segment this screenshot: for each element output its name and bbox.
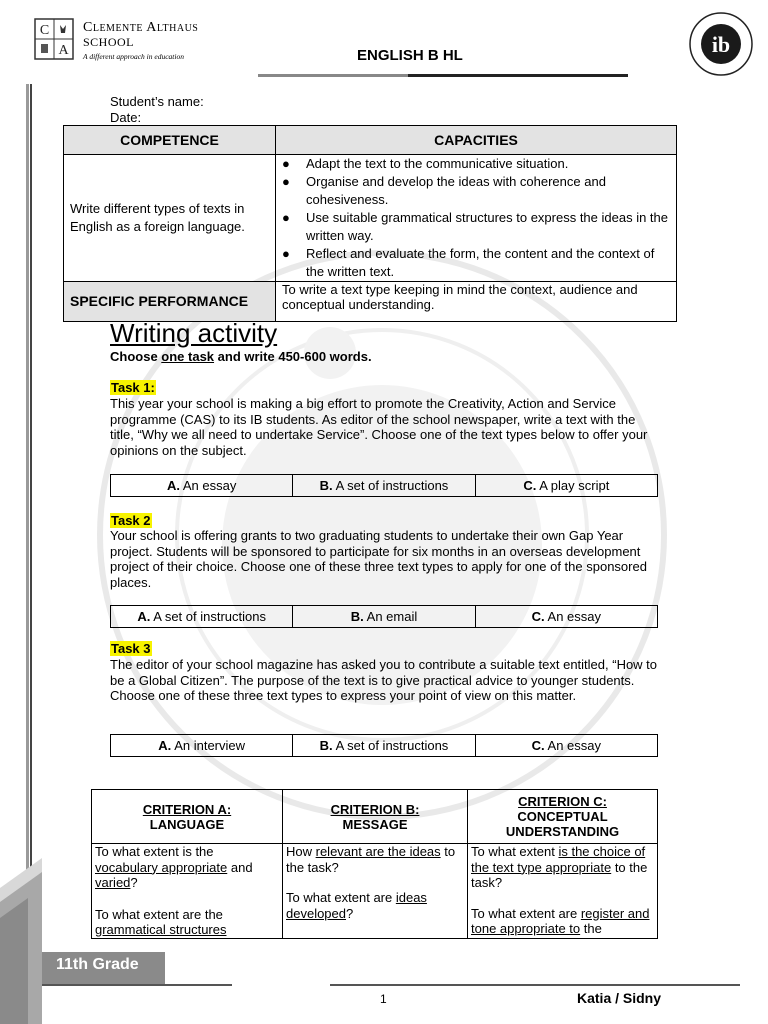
task-1-option-c	[475, 475, 657, 497]
specific-performance-text: To write a text type keeping in mind the context, audience and conceptual understanding.	[276, 282, 677, 322]
capacity-item: ● Use suitable grammatical structures to express the ideas in the written way.	[306, 209, 676, 245]
left-margin-rule-dark	[30, 84, 32, 954]
capacity-item: ● Adapt the text to the communicative situation.	[306, 155, 676, 173]
specific-performance-row	[64, 282, 677, 322]
task-3-label: Task 3	[111, 641, 151, 656]
q-emphasis: varied	[95, 875, 131, 890]
competence-header-row	[64, 126, 677, 155]
criterion-c-subtitle: CONCEPTUAL UNDERSTANDING	[505, 809, 620, 839]
student-name-label: Student’s name:	[110, 94, 204, 109]
task-1-option-a	[111, 475, 293, 497]
criterion-b-question-2	[286, 890, 464, 921]
option-letter: B.	[319, 478, 333, 493]
q-text: To what extent are	[286, 890, 396, 905]
criteria-table	[91, 789, 658, 939]
left-margin-rule	[26, 84, 29, 954]
task-1-options	[110, 474, 658, 497]
option-letter: C.	[531, 609, 545, 624]
q-text: To what extent	[471, 844, 559, 859]
competence-table	[63, 125, 677, 322]
criteria-header-row	[92, 790, 658, 844]
option-letter: B.	[350, 609, 364, 624]
writing-activity-title: Writing activity	[110, 318, 278, 348]
option-letter: A.	[158, 738, 172, 753]
task-2-options	[110, 605, 658, 628]
q-emphasis: relevant are the ideas	[315, 844, 441, 859]
competence-body-row	[64, 155, 677, 282]
criterion-c-questions	[468, 844, 658, 939]
task-3-options	[110, 734, 658, 757]
criterion-a-question-1	[95, 844, 279, 891]
option-text: An essay	[182, 478, 237, 493]
task-1-text: This year your school is making a big effort to promote the Creativity, Action and Service programme (CAS) to its IB students. As editor of the school newspaper, write a text with the title, “Why we all need to undertake Service”. Choose one of the text types below to offer your opinions on the subject.	[110, 396, 648, 458]
q-text: to the task?	[471, 859, 648, 890]
capacities-list	[276, 155, 676, 281]
q-emphasis: vocabulary appropriate	[95, 859, 228, 875]
date-label: Date:	[110, 110, 142, 125]
competence-header: COMPETENCE	[64, 126, 276, 155]
q-text: To what extent is the	[95, 844, 214, 859]
school-name-line2: SCHOOL	[83, 35, 135, 49]
ib-logo-text: ib	[711, 32, 731, 57]
q-emphasis: register and tone appropriate to	[471, 905, 650, 936]
choose-underlined: one task	[161, 349, 215, 364]
q-text: How	[286, 844, 316, 859]
option-text: A set of instructions	[335, 478, 449, 493]
option-letter: C.	[523, 478, 537, 493]
choose-prefix: Choose	[110, 349, 162, 364]
criterion-c-question-2	[471, 906, 654, 937]
authors: Katia / Sidny	[577, 990, 662, 1006]
footer-rule-right	[330, 984, 740, 986]
criterion-b-questions	[283, 844, 468, 939]
criterion-a-subtitle: LANGUAGE	[149, 816, 225, 832]
q-text: To what extent are the	[95, 906, 223, 922]
specific-performance-label: SPECIFIC PERFORMANCE	[64, 282, 276, 322]
competence-text: Write different types of texts in English as a foreign language.	[64, 155, 276, 282]
criterion-b-header	[283, 790, 468, 844]
capacities-header: CAPACITIES	[276, 126, 677, 155]
page-number: 1	[380, 992, 387, 1006]
q-emphasis: ideas developed	[286, 890, 427, 921]
q-emphasis: is the choice of the text type appropriate	[471, 844, 646, 875]
choose-suffix: and write 450-600 words.	[214, 349, 372, 364]
criterion-a-question-2	[95, 907, 279, 938]
task-2-option-c	[475, 606, 657, 628]
option-text: A play script	[539, 478, 610, 493]
q-text: ?	[130, 875, 138, 890]
criterion-b-subtitle: MESSAGE	[342, 816, 408, 832]
criterion-c-title: CRITERION C:	[518, 794, 607, 809]
option-text: An email	[366, 609, 418, 624]
criterion-a-header	[92, 790, 283, 844]
school-crest-icon	[30, 17, 78, 73]
document-title: ENGLISH B HL	[357, 47, 463, 64]
school-tagline: A different approach in education	[83, 52, 184, 61]
logo-letter-a: A	[58, 43, 69, 58]
option-text: An essay	[547, 738, 602, 753]
capacity-item: ● Organise and develop the ideas with coherence and cohesiveness.	[306, 173, 676, 209]
q-emphasis: grammatical structures	[95, 922, 227, 937]
option-letter: C.	[531, 738, 545, 753]
q-text: and	[227, 859, 253, 875]
criterion-a-title: CRITERION A:	[142, 801, 232, 817]
option-letter: A.	[137, 609, 151, 624]
option-text: A set of instructions	[153, 609, 266, 624]
task-3-text: The editor of your school magazine has asked you to contribute a suitable text entitled, “How to be a Global Citizen”. The purpose of the text is to give practical advice to younger students. Choose one of these three text types to express your point of view on this matter.	[110, 657, 658, 703]
task-1-label: Task 1:	[111, 380, 155, 395]
capacities-cell	[276, 155, 677, 282]
q-text: the	[580, 921, 602, 936]
option-letter: A.	[166, 478, 180, 493]
task-2-option-b	[293, 606, 475, 628]
school-name	[83, 21, 198, 49]
school-name-line1: Clemente Althaus	[83, 20, 199, 35]
q-text: to the task?	[286, 844, 456, 875]
q-text: ?	[346, 905, 354, 921]
task-1-option-b	[293, 475, 475, 497]
criterion-c-question-1	[471, 844, 654, 891]
title-underline-accent	[258, 74, 408, 77]
task-2-label: Task 2	[111, 513, 151, 528]
capacity-item: ● Reflect and evaluate the form, the content and the context of the written text.	[306, 245, 676, 281]
criterion-c-header	[468, 790, 658, 844]
criterion-a-questions	[92, 844, 283, 939]
task-2-text: Your school is offering grants to two graduating students to undertake their own Gap Year project. Students will be sponsored to participate for six months in an overseas development project of their choice. Choose one of these three text types to apply for one of the sponsored places.	[110, 528, 647, 590]
task-2-option-a	[111, 606, 293, 628]
instructions-line	[110, 349, 372, 364]
option-text: A set of instructions	[335, 738, 449, 753]
task-3-option-a	[111, 735, 293, 757]
task-3-option-c	[475, 735, 657, 757]
task-3-option-b	[293, 735, 475, 757]
criteria-body-row	[92, 844, 658, 939]
criterion-b-title: CRITERION B:	[330, 801, 420, 817]
criterion-b-question-1	[286, 844, 464, 875]
option-text: An essay	[547, 609, 602, 624]
option-letter: B.	[319, 738, 333, 753]
page-corner-decoration	[0, 858, 50, 1024]
q-text: To what extent are	[471, 905, 581, 921]
logo-letter-c: C	[39, 23, 50, 38]
option-text: An interview	[174, 738, 246, 753]
footer-rule-left	[42, 984, 232, 986]
ib-world-school-logo-icon	[688, 11, 754, 77]
grade-label: 11th Grade	[56, 956, 139, 973]
